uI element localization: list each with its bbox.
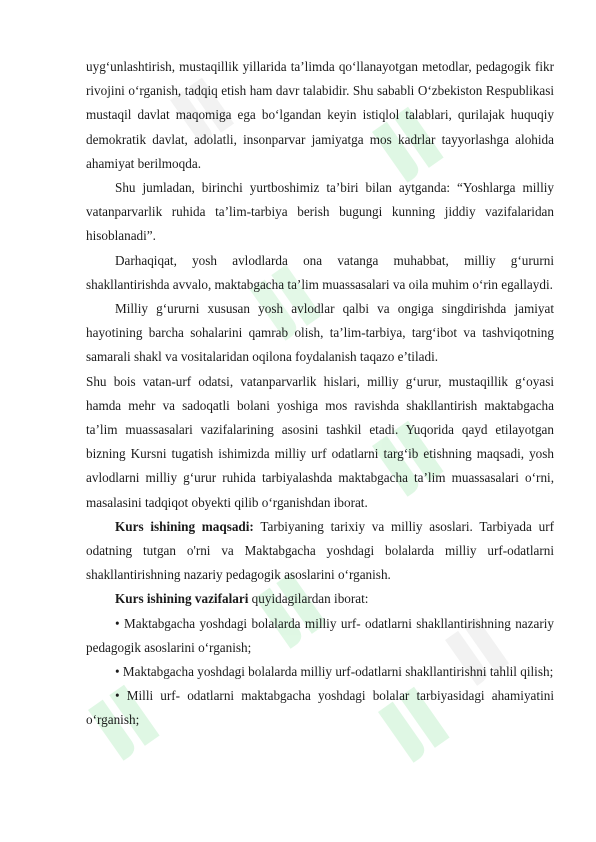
tasks-text: quyidagilardan iborat:	[248, 591, 369, 607]
paragraph-goal	[86, 515, 554, 588]
paragraph-1: uyg‘unlashtirish, mustaqillik yillarida ta’limda qo‘llanayotgan metodlar, pedagogik fikr rivojini o‘rganish, tadqiq etish ham davr talabidir. Shu sababli O‘zbekiston Respublikasi mustaqil davlat maqomiga ega bo‘lgandan keyin istiqlol talablari, qurilajak huquqiy demokratik davlat, adolatli, insonparvar jamiyatga mos kadrlar tayyorlashga alohida ahamiyat berilmoqda.	[86, 59, 554, 171]
list-item: • Maktabgacha yoshdagi bolalarda milliy urf-odatlarni shakllantirishni tahlil qilish;	[115, 664, 554, 680]
list-item: • Milli urf- odatlarni maktabgacha yoshdagi bolalar tarbiyasidagi ahamiyatini o‘rganish;	[86, 688, 554, 728]
goal-label: Kurs ishining maqsadi:	[115, 518, 254, 534]
paragraph-5: Shu bois vatan-urf odatsi, vatanparvarlik hislari, milliy g‘urur, mustaqillik g‘oyasi hamda mehr va sadoqatli bolani yoshiga mos ravishda shakllantirish maktabgacha ta’lim muassasalari vazifalarining asosini tashkil etadi. Yuqorida qayd etilayotgan bizning Kursni tugatish ishimizda milliy urf odatlarni targ‘ib etishning maqsadi, yosh avlodlarni milliy g‘urur ruhida tarbiyalashda maktabgacha ta’lim muassasalari o‘rni, masalasini tadqiqot obyekti qilib o‘rganishdan iborat.	[86, 373, 554, 510]
document-page	[86, 55, 554, 733]
paragraph-3: Darhaqiqat, yosh avlodlarda ona vatanga muhabbat, milliy g‘ururni shakllantirishda avvalo, maktabgacha ta’lim muassasalari va oila muhim o‘rin egallaydi.	[86, 252, 554, 292]
paragraph-tasks	[86, 587, 554, 611]
goal-text: Tarbiyaning tarixiy va milliy asoslari. Tarbiyada urf odatning tutgan o'rni va Maktabgacha yoshdagi bolalarda milliy urf-odatlarni shakllantirishning nazariy pedagogik asoslarini o‘rganish.	[86, 518, 554, 583]
list-item: • Maktabgacha yoshdagi bolalarda milliy urf- odatlarni shakllantirishning nazariy pedagogik asoslarini o‘rganish;	[86, 615, 554, 655]
tasks-label: Kurs ishining vazifalari	[115, 591, 249, 607]
paragraph-2: Shu jumladan, birinchi yurtboshimiz ta’biri bilan aytganda: “Yoshlarga milliy vatanparvarlik ruhida ta’lim-tarbiya berish bugungi kunning jiddiy vazifalaridan hisoblanadi”.	[86, 180, 554, 244]
paragraph-4: Milliy g‘ururni xususan yosh avlodlar qalbi va ongiga singdirishda jamiyat hayotining barcha sohalarini qamrab olish, ta’lim-tarbiya, targ‘ibot va tashviqotning samarali shakl va vositalaridan oqilona foydalanish taqazo e’tiladi.	[86, 301, 554, 365]
